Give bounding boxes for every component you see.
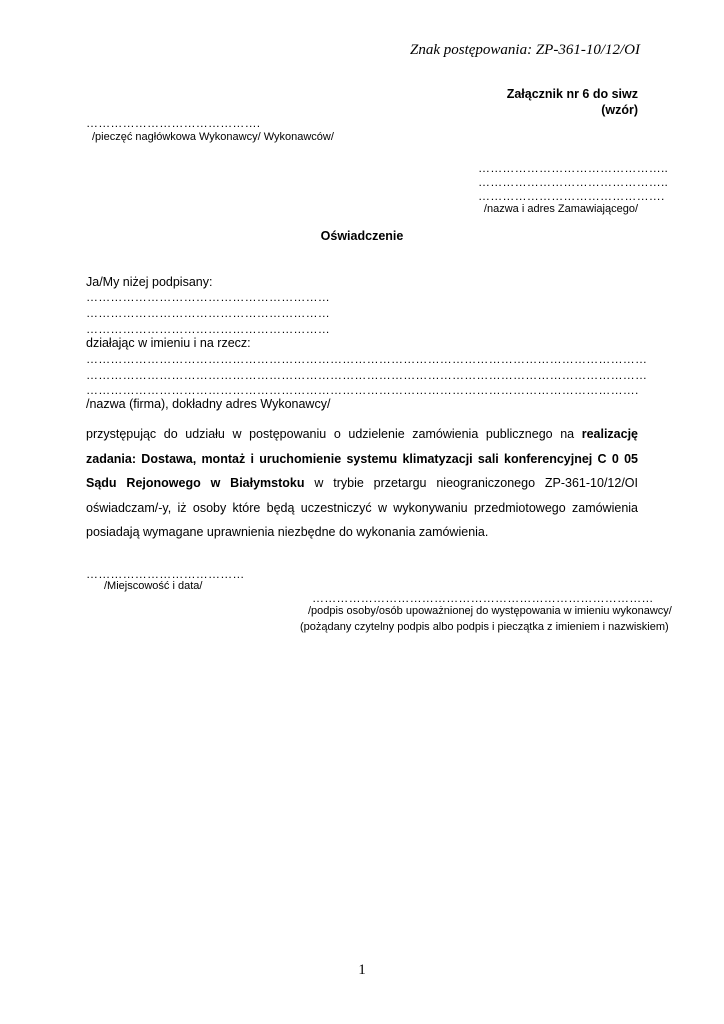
recipient-line: ……………………………………….. [478, 175, 669, 189]
recipient-label: /nazwa i adres Zamawiającego/ [483, 203, 638, 215]
signatory-line: …………………………………………………… [86, 290, 330, 304]
signature-label: /podpis osoby/osób upoważnionej do występowania w imieniu wykonawcy/ [308, 605, 672, 617]
acting-caption: /nazwa (firma), dokładny adres Wykonawcy/ [86, 397, 331, 411]
annex-title: Załącznik nr 6 do siwz [506, 87, 638, 101]
signature-dots: ………………………………………………………………………… [312, 591, 654, 605]
annex-subtitle: (wzór) [601, 103, 638, 117]
recipient-line: ………………………………………. [478, 189, 665, 203]
statement-part1: przystępując do udziału w postępowaniu o udzielenie zamówienia publicznego na [86, 427, 582, 441]
acting-line: ………………………………………………………………………………………………………………………… [86, 368, 648, 382]
place-date-label: /Miejscowość i data/ [104, 580, 203, 592]
stamp-label: /pieczęć nagłówkowa Wykonawcy/ Wykonawców/ [92, 131, 334, 143]
case-number: Znak postępowania: ZP-361-10/12/OI [410, 42, 640, 58]
signatory-line: …………………………………………………… [86, 322, 330, 336]
statement-paragraph [86, 422, 638, 545]
recipient-line: ……………………………………….. [478, 161, 669, 175]
signature-note: (pożądany czytelny podpis albo podpis i pieczątka z imieniem i nazwiskiem) [300, 621, 669, 633]
acting-label: działając w imieniu i na rzecz: [86, 336, 251, 350]
document-title: Oświadczenie [320, 229, 404, 243]
acting-line: ………………………………………………………………………………………………………………………… [86, 352, 648, 366]
place-date-dots: ………………………………… [86, 567, 245, 581]
signatories-label: Ja/My niżej podpisany: [86, 275, 213, 289]
stamp-dots: ……………………………………. [86, 116, 261, 130]
acting-line: ………………………………………………………………………………………………………………………. [86, 383, 639, 397]
page-number: 1 [358, 962, 366, 978]
statement-task: realizację zadania: Dostawa, montaż i uruchomienie systemu klimatyzacji sali konferencyjnej C 0 05 Sądu Rejonowego w Białymstoku [86, 427, 638, 490]
statement-part2: w trybie przetargu nieograniczonego ZP-361-10/12/OI oświadczam/-y, iż osoby które będą uczestniczyć w wykonywaniu przedmiotowego zamówienia posiadają wymagane uprawnienia niezbędne do wykonania zamówienia. [86, 476, 638, 539]
signatory-line: …………………………………………………… [86, 306, 330, 320]
